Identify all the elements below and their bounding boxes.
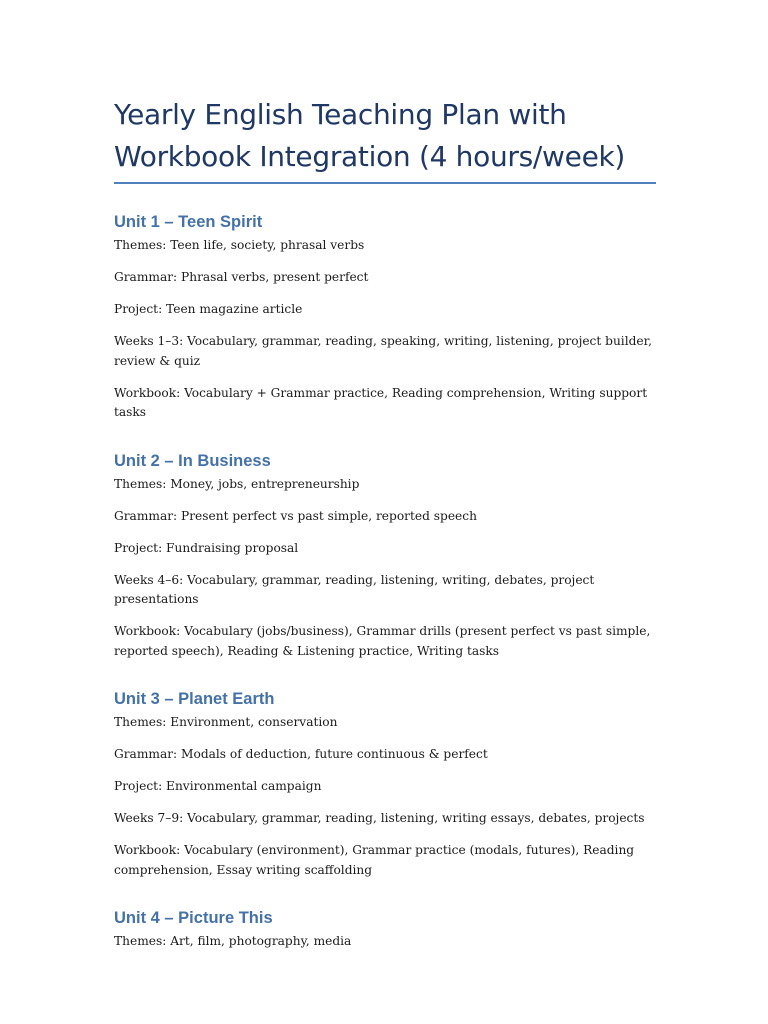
unit-heading: Unit 2 – In Business bbox=[114, 451, 271, 470]
unit-workbook: Workbook: Vocabulary + Grammar practice, Reading comprehension, Writing support tasks bbox=[114, 385, 648, 419]
unit-weeks: Weeks 1–3: Vocabulary, grammar, reading, speaking, writing, listening, project builder, review & quiz bbox=[114, 334, 652, 368]
unit-section-2 bbox=[114, 450, 656, 662]
unit-workbook: Workbook: Vocabulary (jobs/business), Grammar drills (present perfect vs past simple, reported speech), Reading & Listening practice, Writing tasks bbox=[114, 624, 651, 658]
unit-grammar: Grammar: Phrasal verbs, present perfect bbox=[114, 270, 369, 284]
unit-section-1 bbox=[114, 211, 656, 423]
unit-themes: Themes: Money, jobs, entrepreneurship bbox=[114, 476, 360, 491]
unit-workbook: Workbook: Vocabulary (environment), Grammar practice (modals, futures), Reading comprehension, Essay writing scaffolding bbox=[114, 843, 635, 877]
unit-heading: Unit 1 – Teen Spirit bbox=[114, 213, 263, 231]
unit-project: Project: Teen magazine article bbox=[114, 302, 303, 316]
unit-grammar: Grammar: Present perfect vs past simple, reported speech bbox=[114, 508, 477, 523]
unit-weeks: Weeks 4–6: Vocabulary, grammar, reading, listening, writing, debates, project presentations bbox=[114, 572, 595, 606]
unit-heading: Unit 4 – Picture This bbox=[114, 909, 273, 927]
unit-weeks: Weeks 7–9: Vocabulary, grammar, reading, listening, writing essays, debates, projects bbox=[114, 811, 645, 825]
unit-section-3 bbox=[114, 688, 656, 880]
document-title: Yearly English Teaching Plan with Workbook Integration (4 hours/week) bbox=[114, 94, 656, 184]
unit-project: Project: Fundraising proposal bbox=[114, 540, 299, 555]
document-page bbox=[114, 94, 656, 952]
unit-heading: Unit 3 – Planet Earth bbox=[114, 690, 275, 708]
unit-themes: Themes: Teen life, society, phrasal verbs bbox=[114, 238, 365, 252]
unit-themes: Themes: Art, film, photography, media bbox=[114, 934, 352, 948]
unit-themes: Themes: Environment, conservation bbox=[114, 715, 338, 729]
unit-project: Project: Environmental campaign bbox=[114, 779, 322, 793]
unit-section-4 bbox=[114, 907, 656, 952]
unit-grammar: Grammar: Modals of deduction, future continuous & perfect bbox=[114, 747, 488, 761]
